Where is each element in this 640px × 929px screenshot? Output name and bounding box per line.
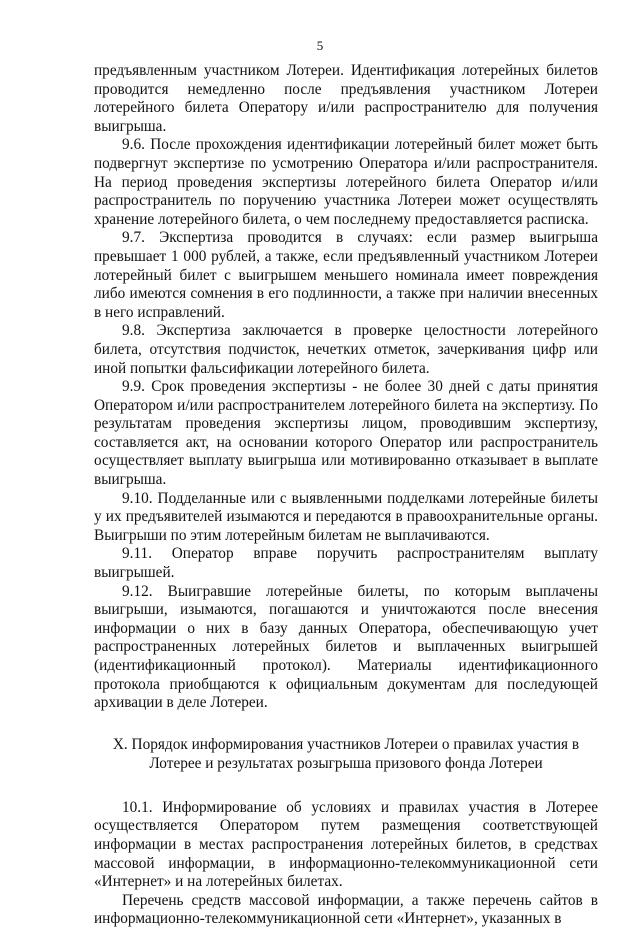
section-heading-line-1: X. Порядок информирования участников Лотереи о правилах участия в — [112, 735, 580, 753]
document-body — [94, 62, 598, 929]
paragraph-9-9: 9.9. Срок проведения экспертизы - не более 30 дней с даты принятия Оператором и/или распространителем лотерейного билета на экспертизу. По результатам проведения экспертизы лицом, проводившим экспертизу, составляется акт, на основании которого Оператор или распространитель осуществляет выплату выигрыша или мотивированно отказывает в выплате выигрыша. — [94, 378, 598, 489]
section-heading — [94, 735, 598, 773]
paragraph-9-6: 9.6. После прохождения идентификации лотерейный билет может быть подвергнут экспертизе по усмотрению Оператора и/или распространителя. На период проведения экспертизы лотерейного билета Оператор и/или распространитель по поручению участника Лотереи может осуществлять хранение лотерейного билета, о чем последнему предоставляется расписка. — [94, 136, 598, 228]
page-number: 5 — [316, 38, 324, 53]
paragraphs-before-heading — [94, 62, 598, 713]
paragraph-10-1: 10.1. Информирование об условиях и правилах участия в Лотерее осуществляется Оператором путем размещения соответствующей информации в местах распространения лотерейных билетов, в средствах массовой информации, в информационно-телекоммуникационной сети «Интернет» и на лотерейных билетах. — [94, 798, 598, 891]
paragraph-media-list: Перечень средств массовой информации, а также перечень сайтов в информационно-телекоммуникационной сети «Интернет», указанных в — [94, 891, 598, 928]
paragraph-9-11: 9.11. Оператор вправе поручить распространителям выплату выигрышей. — [94, 545, 598, 582]
paragraph-9-7: 9.7. Экспертиза проводится в случаях: если размер выигрыша превышает 1 000 рублей, а также, если предъявленный участником Лотереи лотерейный билет с выигрышем меньшего номинала имеет повреждения либо имеются сомнения в его подлинности, а также при наличии внесенных в него исправлений. — [94, 229, 598, 321]
paragraph-9-8: 9.8. Экспертиза заключается в проверке целостности лотерейного билета, отсутствия подчисток, нечетких отметок, зачеркивания цифр или иной попытки фальсификации лотерейного билета. — [94, 322, 598, 377]
paragraph-9-10: 9.10. Подделанные или с выявленными подделками лотерейные билеты у их предъявителей изымаются и передаются в правоохранительные органы. Выигрыши по этим лотерейным билетам не выплачиваются. — [94, 489, 598, 544]
paragraph-continuation: предъявленным участником Лотереи. Идентификация лотерейных билетов проводится немедленно после предъявления участником Лотереи лотерейного билета Оператору и/или распространителю для получения выигрыша. — [94, 62, 598, 135]
section-heading-line-2: Лотерее и результатах розыгрыша призового фонда Лотереи — [149, 754, 543, 772]
paragraphs-after-heading — [94, 799, 598, 929]
paragraph-9-12: 9.12. Выигравшие лотерейные билеты, по которым выплачены выигрыши, изымаются, погашаются и уничтожаются после внесения информации о них в базу данных Оператора, обеспечивающую учет распространенных лотерейных билетов и выплаченных выигрышей (идентификационный протокол). Материалы идентификационного протокола приобщаются к официальным документам для последующей архивации в деле Лотереи. — [94, 582, 598, 712]
